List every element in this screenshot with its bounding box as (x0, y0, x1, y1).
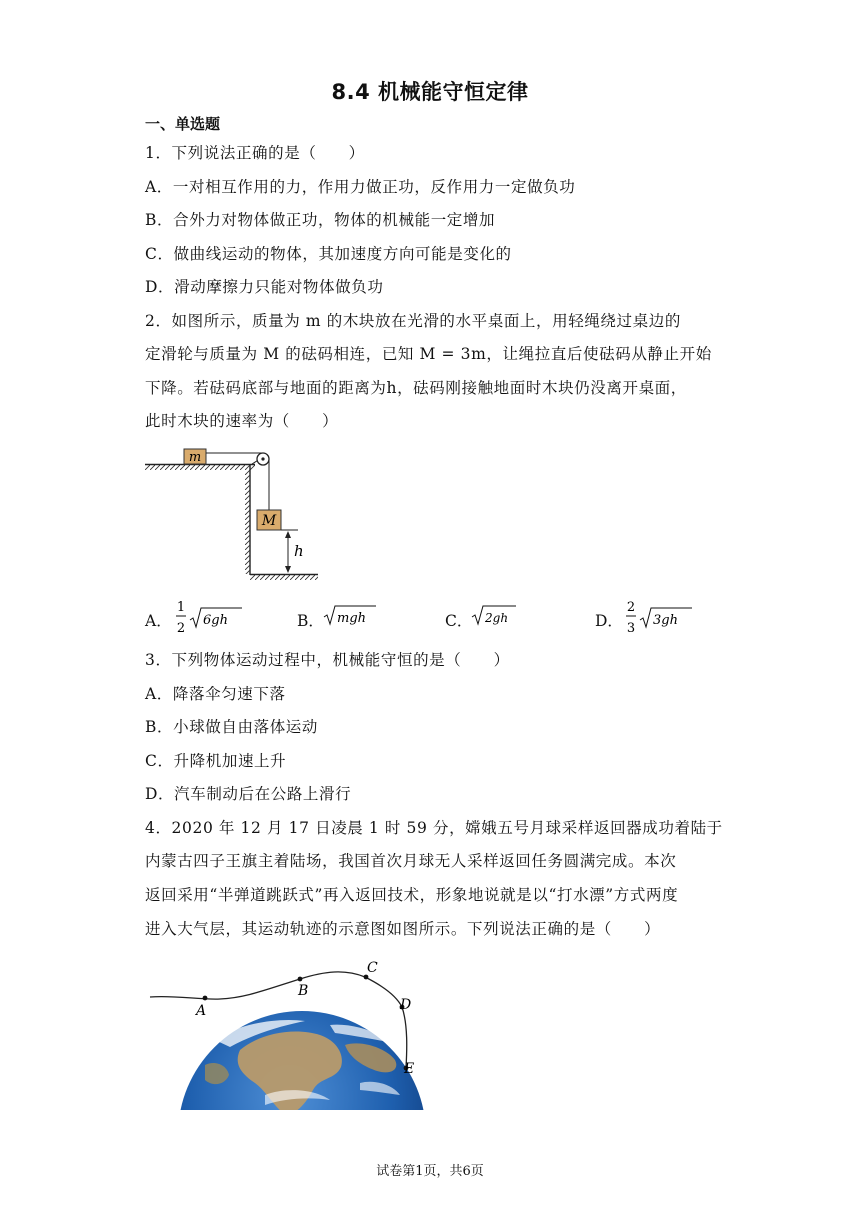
q2-option-d-label: D． (595, 612, 623, 630)
q2-option-a-formula (170, 596, 245, 640)
q2-line-4: 此时木块的速率为（ ） (145, 412, 339, 430)
section-heading: 一、单选题 (145, 115, 221, 133)
q3-option-a: A．降落伞匀速下落 (145, 685, 286, 703)
q3-option-d: D．汽车制动后在公路上滑行 (145, 785, 352, 803)
height-arrow-bottom (285, 566, 291, 573)
point-e-label: E (404, 1061, 415, 1077)
q2-line-1: 2．如图所示，质量为 m 的木块放在光滑的水平桌面上，用轻绳绕过桌边的 (145, 312, 681, 330)
q4-line-4: 进入大气层，其运动轨迹的示意图如图所示。下列说法正确的是（ ） (145, 920, 661, 938)
q4-line-3: 返回采用“半弹道跳跃式”再入返回技术，形象地说就是以“打水漂”方式两度 (145, 886, 679, 904)
q4-line-1: 4．2020 年 12 月 17 日凌晨 1 时 59 分，嫦娥五号月球采样返回器成功着陆于 (145, 819, 723, 837)
point-a (203, 996, 208, 1001)
q2-line-3: 下降。若砝码底部与地面的距离为h，砝码刚接触地面时木块仍没离开桌面， (145, 379, 687, 397)
point-d-label: D (400, 997, 412, 1013)
q2-option-d-formula (620, 596, 695, 640)
q2-option-a-radicand: 6gh (203, 613, 228, 628)
floor-hatch (250, 575, 318, 580)
q1-stem: 1．下列说法正确的是（ ） (145, 144, 365, 162)
q1-option-d: D．滑动摩擦力只能对物体做负功 (145, 278, 384, 296)
q1-option-a: A．一对相互作用的力，作用力做正功，反作用力一定做负功 (145, 178, 576, 196)
q2-option-b-label: B． (297, 612, 324, 630)
q2-option-d-radicand: 3gh (653, 613, 678, 628)
page-footer: 试卷第1页，共6页 (376, 1164, 484, 1179)
q3-stem: 3．下列物体运动过程中，机械能守恒的是（ ） (145, 651, 510, 669)
q4-line-2: 内蒙古四子王旗主着陆场，我国首次月球无人采样返回任务圆满完成。本次 (145, 852, 677, 870)
pulley-diagram (140, 440, 330, 585)
wall-hatch (245, 470, 250, 574)
table-hatch (145, 465, 255, 470)
q1-option-b: B．合外力对物体做正功，物体的机械能一定增加 (145, 211, 496, 229)
point-a-label: A (196, 1003, 207, 1019)
q3-option-b: B．小球做自由落体运动 (145, 718, 318, 736)
point-b (298, 977, 303, 982)
q2-option-b-formula (322, 603, 377, 631)
trajectory-diagram (145, 955, 435, 1115)
q2-option-a-denominator: 2 (176, 621, 186, 636)
q2-option-d-numerator: 2 (626, 600, 636, 615)
block-m-label: m (188, 450, 202, 465)
q2-option-a-label: A． (145, 612, 172, 630)
q1-option-c: C．做曲线运动的物体，其加速度方向可能是变化的 (145, 245, 512, 263)
q2-line-2: 定滑轮与质量为 M 的砝码相连，已知 M = 3m，让绳拉直后使砝码从静止开始 (145, 345, 712, 363)
q2-option-c-radicand: 2gh (485, 611, 509, 625)
point-b-label: B (298, 983, 309, 999)
block-M-label: M (261, 513, 277, 529)
q2-option-a-numerator: 1 (176, 600, 186, 615)
pulley-axle (261, 457, 264, 460)
point-c-label: C (367, 960, 378, 976)
height-label: h (294, 542, 304, 560)
height-arrow-top (285, 531, 291, 538)
q2-option-c-formula (470, 603, 518, 631)
q2-option-d-denominator: 3 (626, 621, 636, 636)
q3-option-c: C．升降机加速上升 (145, 752, 287, 770)
q2-option-c-label: C． (445, 612, 473, 630)
q2-option-b-radicand: mgh (337, 611, 367, 626)
page-title: 8.4 机械能守恒定律 (331, 80, 529, 104)
